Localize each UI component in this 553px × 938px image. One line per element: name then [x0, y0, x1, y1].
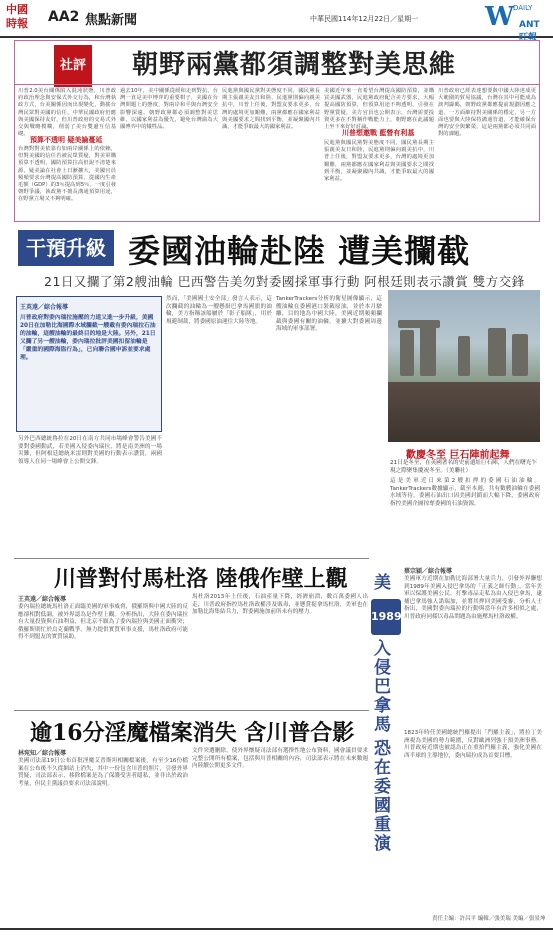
sidebar-byline: 蔡宗穎／綜合報導	[404, 568, 453, 575]
editorial-col1: 川普2.0美台關係陷入混沌狀態，川普政府政治理念與安保式外交行為，和台灣執政方式，台美關係因而出現變化，動搖台灣民眾對美國的信任，中華民國政府仍應與美國保持友好，但川普政府的交易式外交與戰略模糊，削弱了美台雙邊互信基礎。	[18, 88, 116, 138]
editorial-col4: 美國近年來一直希望台灣提高國防預算，並購買美國武器，民進黨政府配合美方要求，大幅提高國防預算，但預算用途不夠透明，引發在野黨質疑，美方官員也公開表示，台灣需要投資更多在不對稱作戰能力上，朝野應在此議題上坐下來好好討論。	[324, 88, 434, 131]
epstein-story-col1: 美國司法部19日公布首批淫魔艾普斯坦相關檔案後，有至少16份檔案在公布後不久從網站上消失，其中一份包含川普的照片，引發外界質疑，司法部表示，移除檔案是為了保護受害者隱私，並非出於政治考量，但民主黨議員要求司法部說明。	[18, 758, 188, 787]
masthead	[0, 0, 553, 43]
stone-pillar	[420, 324, 436, 376]
feature-byline: 王英遠／綜合報導	[20, 304, 69, 311]
epstein-story-byline: 林宛知／綜合報導	[18, 750, 67, 757]
editorial-col5: 川普政府已經表達想要與中國大陸達成更大範圍的貿易協議，台灣在其中可能成為談判籌碼，朝野政黨都應提前規劃因應之道，一方面維持對美關係的穩定，另一方面也要與大陸保持溝通管道，才能確保台灣的安全與繁榮，這是兩黨都必須共同面對的課題。	[438, 88, 536, 138]
feature-col4: 這是美軍近日來第2艘扣押的委國石油油輪。TankerTrackers數據顯示，截至本週，共有數艘油輪在委國水域等待，委國石油出口因美國封鎖而大幅下降，委國政府指控美國企圖掠奪委國的石油資源。	[390, 478, 540, 507]
crowd	[388, 382, 540, 442]
want-logo-daily: DAILY	[513, 4, 533, 12]
sidebar-title-repeat: 恐在委國重演	[374, 739, 391, 854]
epstein-story-col2: 文件突遭刪除，使外界懷疑司法部有選擇性地公布資料，國會議員要求完整公開所有檔案，包括與川普相關的內容，司法部表示將在未來數週內陸續公開更多文件。	[192, 748, 368, 770]
editorial-col2: 過去10年，美中關係從緩和走到對抗，台灣一直是美中博弈的重要棋子，美國在台灣問題上的態度，對兩岸和平與台灣安全影響深遠，朝野政黨都必須調整對美思維，以國家利益為優先，避免台灣淪為大國博弈中的犧牲品。	[120, 88, 218, 131]
stonehenge-photo	[388, 290, 540, 442]
epstein-story-headline: 逾16分淫魔檔案消失 含川普合影	[30, 720, 355, 746]
feature-col2: 然而，「美國國土安全部」發言人表示，這次攔截的油輪為一艘懸掛巴拿馬國旗的油輪，美方指稱該船屬於「影子船隊」，用於規避制裁，將委國原油運往大陸等地。	[166, 296, 272, 325]
photo-caption-head: 歡慶冬至 巨石陣前起舞	[406, 450, 510, 461]
want-logo-word: ANT 旺報	[519, 20, 540, 43]
page-footer: 責任主編：許昌平 編輯／張美瑞 美編／張景坤	[432, 916, 546, 922]
editorial-col1b: 台灣對對美依靠有如兩岸關係上的依賴，但對美國的信任若被民眾質疑，對美軍購預算不透明，國防預算拉高但說不清楚來源，疑美論在社會上日漸擴大，美國官員頻頻要求台灣提高國防預算，從國內生產毛額（GDP）的3％提高到5％，一度引發朝野爭議，執政黨不擅長溝通預算用途，在野黨立場又不夠明確。	[18, 146, 116, 203]
feature-col1: 另外巴西總統魯拉在20日在南方共同市場峰會警告美國不要對委國動武，若美國入侵委內瑞拉，將是南美洲的一場災難，但阿根廷總統米雷則對美國的行動表示讚賞，兩國領導人在同一場峰會上公開交鋒。	[18, 436, 162, 465]
feature-headline: 委國油輪赴陸 遭美攔截	[128, 232, 471, 270]
trump-story-headline: 川普對付馬杜洛 陸俄作壁上觀	[54, 566, 348, 592]
logo-top: 中國	[6, 3, 28, 16]
want-logo-w: W	[485, 2, 514, 32]
editorial-col3: 民進黨與國民黨對美態度不同，國民黨長期主張親美友日和陸，民進黨則偏向親美抗中，川普上任後，對盟友要求更多，台灣的處境更加艱難，兩黨都應在國家利益與美國要求之間找到平衡，並凝聚國內共識，才能爭取最大的國家利益。	[222, 88, 320, 131]
trump-story-byline: 王英遠／綜合報導	[18, 596, 67, 603]
section-name: 焦點新聞	[85, 13, 138, 28]
sidebar-title-us: 美	[374, 573, 391, 593]
stone-pillar	[512, 334, 528, 376]
sidebar-col2: 1823年時任美國總統門羅提出「門羅主義」，將拉丁美洲視為美國的勢力範圍，反對歐洲列強干預美洲事務。川普政府近期也被認為正在重拾門羅主義，強化美國在西半球的主導地位，委內瑞拉成為首要目標。	[404, 730, 542, 759]
logo-bottom: 時報	[6, 17, 28, 30]
trump-story-col2: 馬杜洛2013年上任後，石油產量下降，經濟崩潰，數百萬委國人出走，川普政府指控馬杜洛政權涉及販毒，並懸賞捉拿馬杜洛，美軍也在加勒比海集結兵力，對委國施加前所未有的壓力。	[192, 594, 368, 616]
stone-pillar	[458, 336, 470, 376]
sidebar-title-invade-panama: 入侵巴拿馬	[374, 639, 391, 735]
page-code: AA2	[48, 9, 80, 25]
feature-subheadline: 21日又攔了第2艘油輪 巴西警告美勿對委國採軍事行動 阿根廷則表示讚賞 雙方交鋒	[44, 274, 525, 289]
sidebar-col1: 美國軍方近期在加勒比海部署大量兵力，引發外界聯想到1989年美國入侵巴拿馬的「正義之師行動」，當年美軍以保護美國公民、打擊毒品走私為由入侵巴拿馬，逮捕巴拿馬強人諾瑞加，並將其押回美國受審，分析人士指出，美國對委內瑞拉的行動與當年有許多相似之處，川普政府同樣以毒品問題為由施壓馬杜洛政權。	[404, 576, 542, 620]
footer-rule	[0, 928, 553, 930]
dateline: 中華民國114年12月22日／星期一	[310, 15, 419, 23]
sidebar-title-1989: 1989	[371, 599, 401, 635]
editorial-divider	[14, 84, 540, 85]
editorial-subhead-2: 川普想邀戰 藍營有利基	[342, 129, 415, 137]
section-divider	[14, 710, 369, 711]
feature-col3: TankerTrackers分析的衛星圖像顯示，這艘油輪在委國港口裝載原油，並於本月駛離，目的地為中國大陸，美國近期頻頻攔截與委國有關的油輪，並擴大對委國周邊海域的軍事部署。	[276, 296, 382, 333]
want-daily-logo	[485, 2, 551, 43]
editorial-subhead-1: 預算不透明 疑美論蔓延	[30, 136, 103, 144]
stone-lintel	[398, 320, 440, 328]
trump-story-col1: 委內瑞拉總統馬杜洛正面臨美國的軍事威脅，俄羅斯與中國大陸的反應卻相對低調，被外界認為是作壁上觀。分析指出，大陸在委內瑞拉有大量投資與石油利益，但北京不願為了委內瑞拉與美國正面衝突；俄羅斯則忙於烏克蘭戰爭，無力提供實質軍事支援，馬杜洛政府可能得不到盟友的實質協助。	[18, 604, 188, 641]
feature-badge: 干預升級	[18, 230, 114, 266]
china-times-logo	[6, 3, 40, 33]
editorial-col4b: 民進黨與國民黨對美態度不同，國民黨長期主張親美友日和陸，民進黨則偏向親美抗中，川普上任後，對盟友要求更多，台灣的處境更加艱難，兩黨都應在國家利益與美國要求之間找到平衡，並凝聚國內共識，才能爭取最大的國家利益。	[324, 140, 434, 183]
editorial-headline: 朝野兩黨都須調整對美思維	[132, 50, 457, 80]
editorial-badge: 社評	[54, 45, 92, 87]
stone-pillar	[400, 330, 414, 376]
section-divider	[14, 558, 369, 559]
feature-lede: 川普政府對委內瑞拉施壓的力道又進一步升級，美國20日在加勒比海國際水域攔截一艘載有委內瑞拉石油的油輪，這艘油輪的最終目的地是大陸。另外，21日又攔了另一艘油輪，委內瑞拉批評美國扣留油輪是「嚴重的國際海盜行為」，已向聯合國申訴並要求處理。	[20, 315, 156, 361]
stone-pillar	[488, 328, 506, 376]
photo-caption: 21日是冬至，在英國著名的史前遺址巨石陣，人們在曙光乍現之際聚集慶祝冬至。（美聯社）	[390, 460, 537, 474]
